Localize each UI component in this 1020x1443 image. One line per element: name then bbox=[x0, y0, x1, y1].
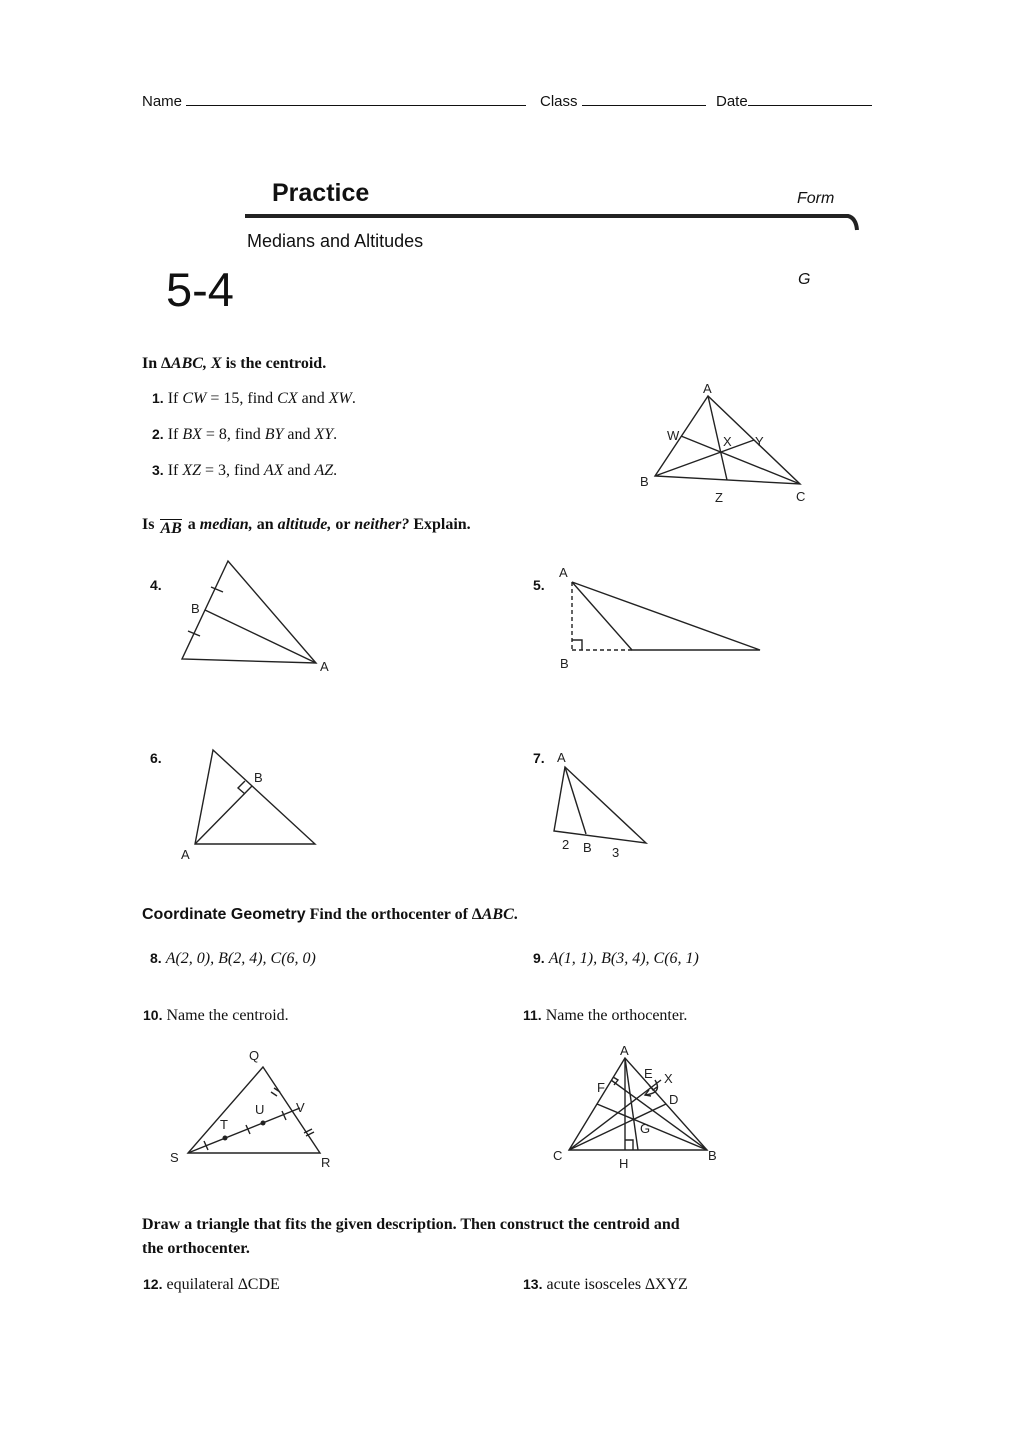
q11-text: Name the orthocenter. bbox=[545, 1007, 688, 1024]
label-x: X bbox=[723, 434, 732, 449]
label-c: C bbox=[796, 489, 806, 504]
q3-num: 3. bbox=[152, 462, 164, 478]
p7-label-3: 3 bbox=[612, 845, 620, 860]
s3-heading-serif: Find the orthocenter of bbox=[305, 906, 472, 923]
lesson-number: 5-4 bbox=[166, 263, 234, 316]
question-9 bbox=[533, 950, 699, 968]
question-2 bbox=[152, 426, 337, 444]
s2-median: median, bbox=[199, 516, 253, 533]
instr-mid: , bbox=[202, 355, 211, 372]
p11-label-c: C bbox=[553, 1148, 563, 1163]
label-y: Y bbox=[755, 434, 764, 449]
section4-instruction bbox=[142, 1213, 680, 1261]
s2-neither: neither? bbox=[354, 516, 410, 533]
p10-label-s: S bbox=[170, 1150, 179, 1165]
q3-t0: If bbox=[167, 462, 183, 479]
figure-problem-10 bbox=[160, 1040, 350, 1175]
segment-ab: AB bbox=[160, 520, 182, 537]
instr-pre: In bbox=[142, 355, 162, 372]
q13-text: acute isosceles ∆XYZ bbox=[546, 1276, 688, 1293]
q1-t5: XW bbox=[328, 390, 352, 407]
p5-label-a: A bbox=[559, 565, 568, 580]
p11-label-e: E bbox=[644, 1066, 653, 1081]
q13-num: 13. bbox=[523, 1276, 543, 1292]
label-a: A bbox=[703, 381, 712, 396]
problem-4-number: 4. bbox=[150, 577, 162, 593]
problem-6-number: 6. bbox=[150, 750, 162, 766]
q1-t4: and bbox=[297, 390, 329, 407]
q2-num: 2. bbox=[152, 426, 164, 442]
segment-ab-4 bbox=[205, 610, 316, 663]
form-letter: G bbox=[798, 271, 811, 288]
q1-t3: CX bbox=[277, 390, 298, 407]
q12-num: 12. bbox=[143, 1276, 163, 1292]
q3-t6: . bbox=[333, 462, 338, 479]
s2-a: a bbox=[187, 516, 196, 533]
p10-label-r: R bbox=[321, 1155, 331, 1170]
triangle-abc-11 bbox=[569, 1058, 707, 1150]
p11-label-b: B bbox=[708, 1148, 717, 1163]
tick-mark-4b bbox=[188, 631, 200, 636]
figure-problem-4 bbox=[170, 555, 350, 680]
right-angle-5 bbox=[572, 640, 582, 650]
p4-label-b: B bbox=[191, 601, 200, 616]
tick-qv-1 bbox=[271, 1092, 277, 1096]
q8-text: A(2, 0), B(2, 4), C(6, 0) bbox=[165, 950, 316, 967]
question-13 bbox=[523, 1276, 688, 1294]
s2-or: or bbox=[335, 516, 351, 533]
s2-explain: Explain. bbox=[413, 516, 471, 533]
q2-t5: XY bbox=[314, 426, 334, 443]
class-label: Class bbox=[540, 93, 578, 110]
altitude-ce bbox=[569, 1080, 661, 1150]
lesson-subtitle: Medians and Altitudes bbox=[247, 231, 424, 251]
title-rule-line bbox=[245, 216, 857, 230]
q2-t6: . bbox=[333, 426, 338, 443]
practice-title: Practice bbox=[272, 179, 370, 207]
question-10 bbox=[143, 1007, 289, 1025]
q2-t1: BX bbox=[182, 426, 202, 443]
triangle-7 bbox=[554, 767, 646, 843]
section3-heading bbox=[142, 906, 518, 924]
p11-label-f: F bbox=[597, 1080, 605, 1095]
p11-label-a: A bbox=[620, 1043, 629, 1058]
q10-num: 10. bbox=[143, 1007, 163, 1023]
s2-altitude: altitude, bbox=[277, 516, 332, 533]
point-u bbox=[261, 1121, 266, 1126]
q9-text: A(1, 1), B(3, 4), C(6, 1) bbox=[548, 950, 699, 967]
section2-instruction bbox=[142, 515, 471, 537]
date-blank[interactable] bbox=[748, 93, 872, 106]
figure-centroid-abc bbox=[630, 378, 820, 508]
p10-label-u: U bbox=[255, 1102, 265, 1117]
p10-label-v: V bbox=[296, 1100, 305, 1115]
q1-num: 1. bbox=[152, 390, 164, 406]
right-angle-6 bbox=[238, 781, 245, 794]
question-1 bbox=[152, 390, 356, 408]
q3-t2: = 3, find bbox=[201, 462, 264, 479]
q3-t1: XZ bbox=[182, 462, 202, 479]
header-date-field bbox=[716, 93, 872, 110]
p6-label-b: B bbox=[254, 770, 263, 785]
q1-t2: = 15, find bbox=[206, 390, 278, 407]
q3-t5: AZ bbox=[314, 462, 334, 479]
q9-num: 9. bbox=[533, 950, 545, 966]
figure-problem-6 bbox=[175, 742, 335, 867]
instr-x: X bbox=[210, 355, 222, 372]
q3-t4: and bbox=[283, 462, 315, 479]
s2-is: Is bbox=[142, 516, 155, 533]
instr-post: is the centroid. bbox=[221, 355, 327, 372]
q10-text: Name the centroid. bbox=[166, 1007, 289, 1024]
header-name-field bbox=[142, 93, 526, 110]
p11-label-x: X bbox=[664, 1071, 673, 1086]
p11-label-g: G bbox=[640, 1121, 651, 1136]
figure-problem-5 bbox=[550, 560, 770, 675]
q2-t2: = 8, find bbox=[201, 426, 265, 443]
class-blank[interactable] bbox=[582, 93, 706, 106]
q2-t0: If bbox=[167, 426, 183, 443]
question-11 bbox=[523, 1007, 687, 1025]
s3-heading-sans: Coordinate Geometry bbox=[142, 906, 306, 923]
header-class-field bbox=[540, 93, 706, 110]
p7-label-2: 2 bbox=[562, 837, 570, 852]
label-w: W bbox=[667, 428, 680, 443]
p10-label-t: T bbox=[220, 1117, 228, 1132]
q2-t4: and bbox=[283, 426, 315, 443]
q11-num: 11. bbox=[523, 1007, 542, 1023]
triangle-5 bbox=[572, 582, 760, 650]
p11-label-d: D bbox=[669, 1092, 679, 1107]
p4-label-a: A bbox=[320, 659, 329, 674]
label-z: Z bbox=[715, 490, 723, 505]
s3-heading-tri: ∆ABC bbox=[471, 906, 514, 923]
q3-t3: AX bbox=[263, 462, 284, 479]
form-label: Form bbox=[797, 190, 835, 207]
s4-line1: Draw a triangle that fits the given description. Then construct the centroid and bbox=[142, 1216, 680, 1233]
right-angle-h bbox=[625, 1140, 633, 1150]
figure-problem-7 bbox=[540, 745, 660, 865]
q1-t6: . bbox=[351, 390, 356, 407]
s2-an: an bbox=[256, 516, 274, 533]
p11-label-h: H bbox=[619, 1156, 629, 1171]
q1-t0: If bbox=[167, 390, 183, 407]
instr-tri: ∆ABC bbox=[161, 355, 203, 372]
q2-t3: BY bbox=[264, 426, 284, 443]
p10-label-q: Q bbox=[249, 1048, 260, 1063]
name-blank[interactable] bbox=[186, 93, 526, 106]
q12-text: equilateral ∆CDE bbox=[166, 1276, 280, 1293]
q1-t1: CW bbox=[182, 390, 207, 407]
label-b: B bbox=[640, 474, 649, 489]
point-t bbox=[223, 1136, 228, 1141]
section1-instruction bbox=[142, 355, 326, 373]
s3-heading-end: . bbox=[513, 906, 518, 923]
tick-mark-4a bbox=[211, 587, 223, 592]
problem-5-number: 5. bbox=[533, 577, 545, 593]
median-a-mid bbox=[625, 1058, 638, 1150]
question-3 bbox=[152, 462, 337, 480]
q8-num: 8. bbox=[150, 950, 162, 966]
p5-label-b: B bbox=[560, 656, 569, 671]
p6-label-a: A bbox=[181, 847, 190, 862]
problem-7-number: 7. bbox=[533, 750, 545, 766]
s4-line2: the orthocenter. bbox=[142, 1240, 250, 1257]
segment-ab-6 bbox=[195, 786, 252, 844]
question-12 bbox=[143, 1276, 280, 1294]
date-label: Date bbox=[716, 93, 748, 110]
triangle-6 bbox=[195, 750, 315, 844]
p7-label-a: A bbox=[557, 750, 566, 765]
name-label: Name bbox=[142, 93, 183, 110]
triangle-4 bbox=[182, 561, 316, 663]
p7-label-b: B bbox=[583, 840, 592, 855]
figure-problem-11 bbox=[545, 1035, 735, 1175]
question-8 bbox=[150, 950, 316, 968]
